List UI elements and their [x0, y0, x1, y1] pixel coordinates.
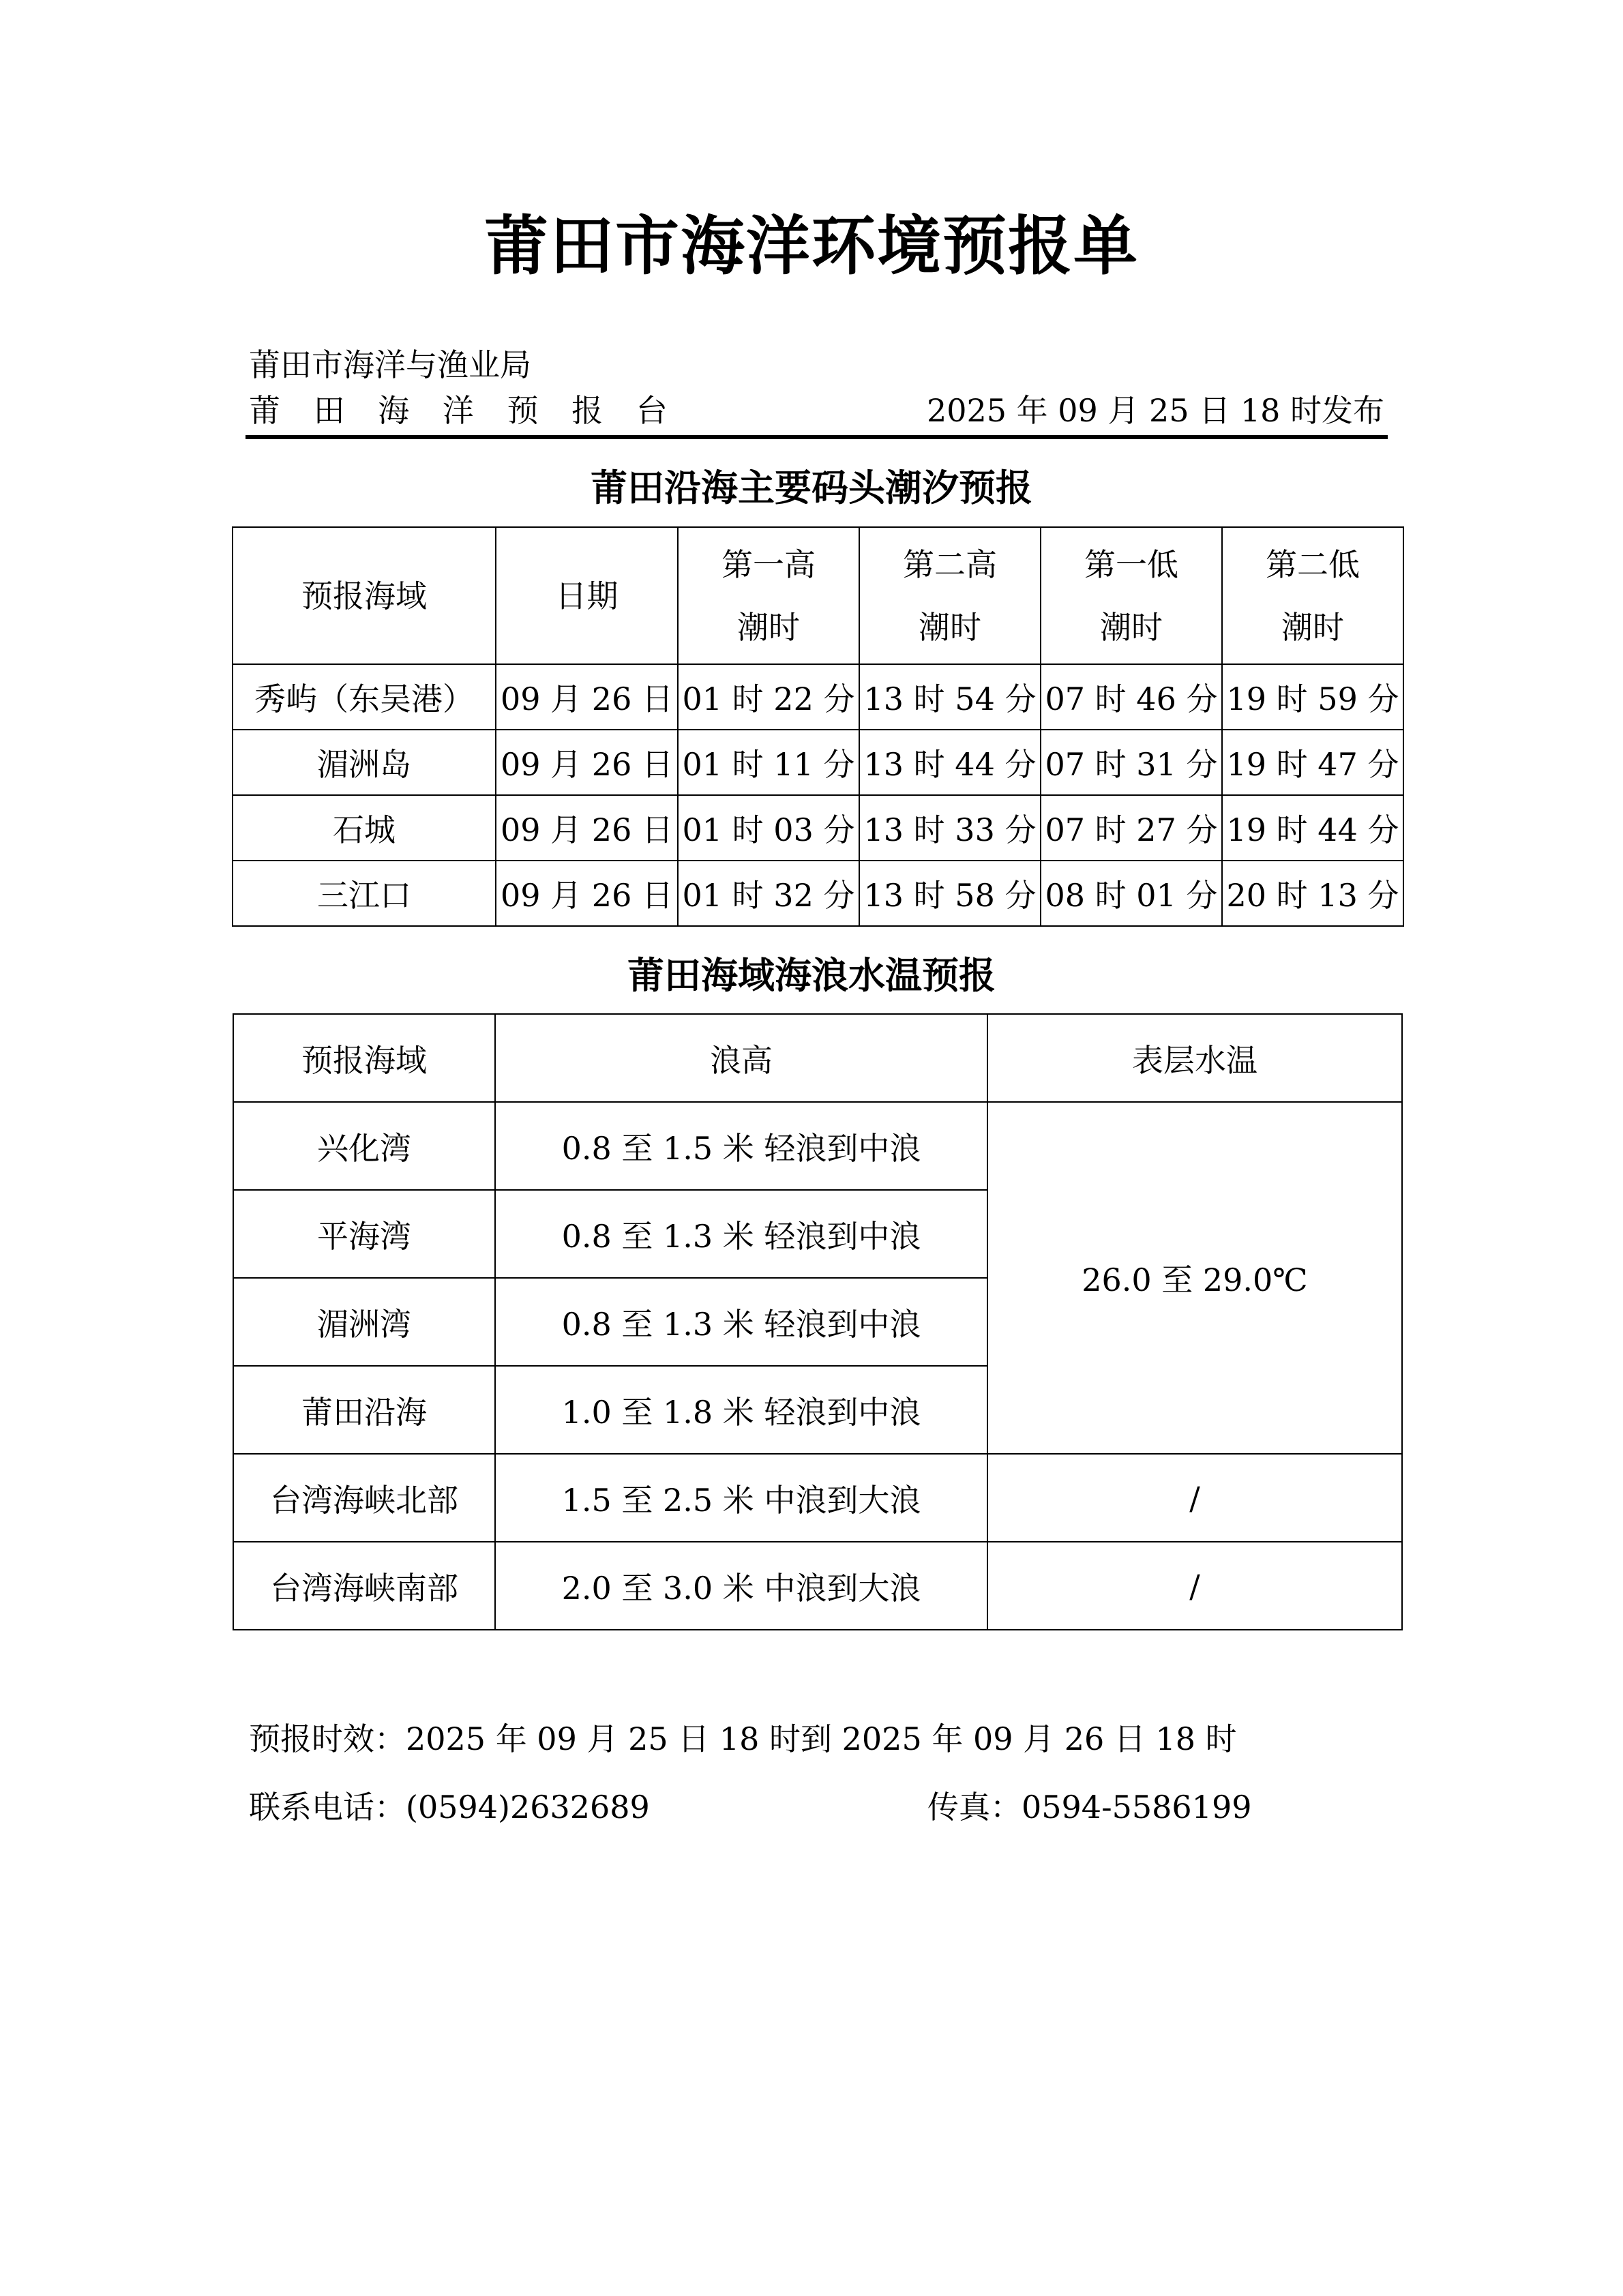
tide-col-low2: 第二低潮时: [1222, 527, 1403, 664]
tide-area-cell: 秀屿（东吴港）: [233, 664, 496, 730]
tide-high1-cell: 01 时 22 分: [678, 664, 859, 730]
wave-area-cell: 莆田沿海: [233, 1366, 495, 1454]
tide-area-cell: 石城: [233, 795, 496, 861]
tide-area-cell: 三江口: [233, 861, 496, 926]
issue-time: 2025 年 09 月 25 日 18 时发布: [926, 392, 1384, 429]
tide-col-area: 预报海域: [233, 527, 496, 664]
wave-col-temp: 表层水温: [987, 1014, 1402, 1102]
tide-date-cell: 09 月 26 日: [496, 861, 678, 926]
table-row: [233, 664, 1403, 730]
tide-date-cell: 09 月 26 日: [496, 730, 678, 795]
tide-low1-cell: 07 时 27 分: [1041, 795, 1222, 861]
tide-header-row: [233, 527, 1403, 664]
tide-high2-cell: 13 时 54 分: [859, 664, 1041, 730]
tide-table: [232, 526, 1404, 927]
header-rule: [245, 435, 1388, 439]
table-row: [233, 795, 1403, 861]
tide-low2-cell: 19 时 47 分: [1222, 730, 1403, 795]
tide-high1-cell: 01 时 11 分: [678, 730, 859, 795]
tide-low1-cell: 07 时 46 分: [1041, 664, 1222, 730]
tide-col-high2: 第二高潮时: [859, 527, 1041, 664]
contact-phone: 联系电话：(0594)2632689: [249, 1789, 650, 1825]
wave-height-cell: 0.8 至 1.5 米 轻浪到中浪: [495, 1102, 987, 1190]
wave-header-row: [233, 1014, 1402, 1102]
tide-high2-cell: 13 时 58 分: [859, 861, 1041, 926]
tide-section-title: 莆田沿海主要码头潮汐预报: [591, 466, 1032, 509]
table-row: [233, 1102, 1402, 1190]
wave-area-cell: 兴化湾: [233, 1102, 495, 1190]
water-temp-cell: /: [987, 1454, 1402, 1542]
tide-col-low1: 第一低潮时: [1041, 527, 1222, 664]
contact-fax: 传真：0594-5586199: [927, 1789, 1252, 1825]
table-row: [233, 1454, 1402, 1542]
tide-low1-cell: 07 时 31 分: [1041, 730, 1222, 795]
document-title: 莆田市海洋环境预报单: [483, 209, 1139, 284]
forecast-station: 莆 田 海 洋 预 报 台: [249, 392, 679, 429]
forecast-validity: 预报时效：2025 年 09 月 25 日 18 时到 2025 年 09 月 26 日 18 时: [249, 1720, 1237, 1757]
water-temp-cell: 26.0 至 29.0℃: [987, 1102, 1402, 1454]
tide-col-high1: 第一高潮时: [678, 527, 859, 664]
wave-temp-table: [233, 1013, 1403, 1630]
water-temp-cell: /: [987, 1542, 1402, 1630]
tide-date-cell: 09 月 26 日: [496, 795, 678, 861]
tide-low2-cell: 19 时 44 分: [1222, 795, 1403, 861]
tide-area-cell: 湄洲岛: [233, 730, 496, 795]
wave-area-cell: 台湾海峡北部: [233, 1454, 495, 1542]
wave-height-cell: 0.8 至 1.3 米 轻浪到中浪: [495, 1190, 987, 1278]
tide-date-cell: 09 月 26 日: [496, 664, 678, 730]
wave-col-area: 预报海域: [233, 1014, 495, 1102]
wave-height-cell: 1.5 至 2.5 米 中浪到大浪: [495, 1454, 987, 1542]
wave-area-cell: 平海湾: [233, 1190, 495, 1278]
table-row: [233, 1542, 1402, 1630]
tide-col-date: 日期: [496, 527, 678, 664]
tide-high1-cell: 01 时 32 分: [678, 861, 859, 926]
table-row: [233, 730, 1403, 795]
wave-height-cell: 2.0 至 3.0 米 中浪到大浪: [495, 1542, 987, 1630]
wave-area-cell: 湄洲湾: [233, 1278, 495, 1366]
wave-col-height: 浪高: [495, 1014, 987, 1102]
tide-low2-cell: 20 时 13 分: [1222, 861, 1403, 926]
tide-high2-cell: 13 时 33 分: [859, 795, 1041, 861]
wave-height-cell: 1.0 至 1.8 米 轻浪到中浪: [495, 1366, 987, 1454]
wave-area-cell: 台湾海峡南部: [233, 1542, 495, 1630]
tide-low1-cell: 08 时 01 分: [1041, 861, 1222, 926]
wave-height-cell: 0.8 至 1.3 米 轻浪到中浪: [495, 1278, 987, 1366]
tide-low2-cell: 19 时 59 分: [1222, 664, 1403, 730]
tide-high2-cell: 13 时 44 分: [859, 730, 1041, 795]
tide-high1-cell: 01 时 03 分: [678, 795, 859, 861]
table-row: [233, 861, 1403, 926]
issuing-bureau: 莆田市海洋与渔业局: [249, 346, 531, 383]
wave-section-title: 莆田海域海浪水温预报: [627, 954, 996, 997]
